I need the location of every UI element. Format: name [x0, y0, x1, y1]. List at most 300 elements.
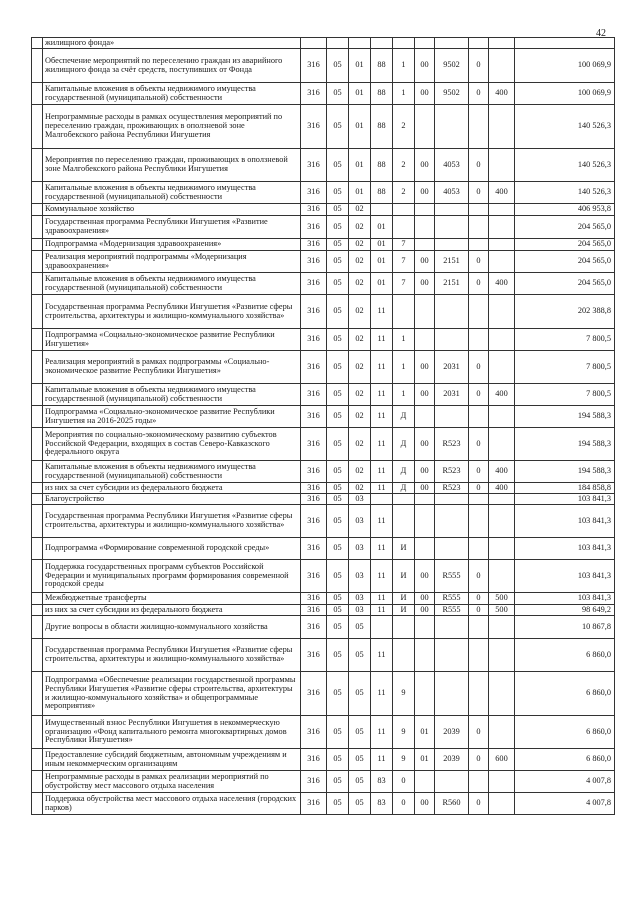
subprogram-code-cell: 7 [393, 239, 415, 251]
section-code-cell: 05 [327, 239, 349, 251]
subsection-code-cell: 05 [349, 749, 371, 771]
table-row [32, 251, 615, 273]
extra-code-cell [469, 38, 489, 49]
row-margin-cell [32, 216, 43, 239]
extra-code-cell [469, 494, 489, 505]
amount-cell: 100 069,9 [515, 83, 615, 105]
row-margin-cell [32, 461, 43, 483]
event-code-cell [415, 329, 435, 351]
event-code-cell [415, 672, 435, 716]
extra-code-cell: 0 [469, 273, 489, 295]
ministry-code-cell: 316 [301, 793, 327, 815]
direction-code-cell [435, 639, 469, 672]
row-margin-cell [32, 83, 43, 105]
amount-cell: 6 860,0 [515, 716, 615, 749]
subprogram-code-cell: 1 [393, 351, 415, 384]
expense-name-cell: Капитальные вложения в объекты недвижимого имущества государственной (муниципальной) собственности [43, 83, 301, 105]
direction-code-cell [435, 616, 469, 639]
expense-type-code-cell [489, 406, 515, 428]
ministry-code-cell: 316 [301, 384, 327, 406]
subsection-code-cell: 01 [349, 105, 371, 149]
amount-cell: 204 565,0 [515, 239, 615, 251]
subprogram-code-cell: 9 [393, 672, 415, 716]
program-code-cell [371, 204, 393, 216]
extra-code-cell [469, 239, 489, 251]
ministry-code-cell: 316 [301, 639, 327, 672]
ministry-code-cell: 316 [301, 406, 327, 428]
subsection-code-cell: 03 [349, 494, 371, 505]
row-margin-cell [32, 593, 43, 605]
amount-cell: 194 588,3 [515, 461, 615, 483]
expense-name-cell: Подпрограмма «Социально-экономическое развитие Республики Ингушетия на 2016-2025 годы» [43, 406, 301, 428]
table-row [32, 593, 615, 605]
row-margin-cell [32, 749, 43, 771]
table-row [32, 771, 615, 793]
row-margin-cell [32, 251, 43, 273]
subprogram-code-cell [393, 639, 415, 672]
row-margin-cell [32, 105, 43, 149]
extra-code-cell: 0 [469, 793, 489, 815]
amount-cell: 6 860,0 [515, 749, 615, 771]
section-code-cell: 05 [327, 716, 349, 749]
table-row [32, 616, 615, 639]
amount-cell: 103 841,3 [515, 560, 615, 593]
event-code-cell: 00 [415, 384, 435, 406]
extra-code-cell [469, 105, 489, 149]
event-code-cell: 00 [415, 273, 435, 295]
table-row [32, 83, 615, 105]
expense-type-code-cell [489, 149, 515, 182]
expense-name-cell: Реализация мероприятий подпрограммы «Модернизация здравоохранения» [43, 251, 301, 273]
table-row [32, 428, 615, 461]
program-code-cell [371, 494, 393, 505]
amount-cell: 140 526,3 [515, 182, 615, 204]
table-row [32, 204, 615, 216]
section-code-cell: 05 [327, 605, 349, 616]
extra-code-cell: 0 [469, 182, 489, 204]
row-margin-cell [32, 538, 43, 560]
expense-name-cell: жилищного фонда» [43, 38, 301, 49]
expense-name-cell: Государственная программа Республики Ингушетия «Развитие сферы строительства, архитектуры и жилищно-коммунального хозяйства» [43, 505, 301, 538]
extra-code-cell [469, 538, 489, 560]
extra-code-cell: 0 [469, 593, 489, 605]
event-code-cell: 00 [415, 83, 435, 105]
extra-code-cell: 0 [469, 428, 489, 461]
extra-code-cell: 0 [469, 83, 489, 105]
expense-type-code-cell: 400 [489, 384, 515, 406]
amount-cell: 6 860,0 [515, 639, 615, 672]
extra-code-cell: 0 [469, 149, 489, 182]
table-row [32, 639, 615, 672]
subprogram-code-cell: И [393, 560, 415, 593]
direction-code-cell: R555 [435, 593, 469, 605]
event-code-cell: 00 [415, 149, 435, 182]
amount-cell: 103 841,3 [515, 538, 615, 560]
ministry-code-cell: 316 [301, 616, 327, 639]
subsection-code-cell: 05 [349, 793, 371, 815]
section-code-cell: 05 [327, 182, 349, 204]
subprogram-code-cell: И [393, 593, 415, 605]
row-margin-cell [32, 406, 43, 428]
expense-name-cell: Подпрограмма «Социально-экономическое развитие Республики Ингушетия» [43, 329, 301, 351]
subsection-code-cell: 02 [349, 351, 371, 384]
row-margin-cell [32, 182, 43, 204]
row-margin-cell [32, 716, 43, 749]
row-margin-cell [32, 505, 43, 538]
expense-type-code-cell [489, 239, 515, 251]
direction-code-cell [435, 329, 469, 351]
ministry-code-cell [301, 38, 327, 49]
row-margin-cell [32, 49, 43, 83]
direction-code-cell [435, 494, 469, 505]
direction-code-cell: R523 [435, 428, 469, 461]
expense-type-code-cell [489, 251, 515, 273]
extra-code-cell: 0 [469, 749, 489, 771]
expense-name-cell: Государственная программа Республики Ингушетия «Развитие здравоохранения» [43, 216, 301, 239]
amount-cell: 6 860,0 [515, 672, 615, 716]
amount-cell: 204 565,0 [515, 251, 615, 273]
extra-code-cell: 0 [469, 49, 489, 83]
program-code-cell: 88 [371, 182, 393, 204]
subprogram-code-cell: 2 [393, 105, 415, 149]
amount-cell: 103 841,3 [515, 505, 615, 538]
expense-type-code-cell [489, 494, 515, 505]
direction-code-cell: 2151 [435, 273, 469, 295]
ministry-code-cell: 316 [301, 49, 327, 83]
direction-code-cell: 4053 [435, 149, 469, 182]
row-margin-cell [32, 672, 43, 716]
expense-type-code-cell: 600 [489, 749, 515, 771]
table-row [32, 672, 615, 716]
subprogram-code-cell [393, 216, 415, 239]
amount-cell: 140 526,3 [515, 149, 615, 182]
row-margin-cell [32, 771, 43, 793]
direction-code-cell [435, 204, 469, 216]
program-code-cell: 11 [371, 716, 393, 749]
section-code-cell: 05 [327, 295, 349, 329]
direction-code-cell [435, 771, 469, 793]
ministry-code-cell: 316 [301, 351, 327, 384]
amount-cell: 103 841,3 [515, 593, 615, 605]
event-code-cell: 00 [415, 483, 435, 494]
table-row [32, 105, 615, 149]
extra-code-cell [469, 204, 489, 216]
program-code-cell: 88 [371, 49, 393, 83]
event-code-cell: 00 [415, 793, 435, 815]
ministry-code-cell: 316 [301, 239, 327, 251]
amount-cell: 184 858,8 [515, 483, 615, 494]
event-code-cell [415, 494, 435, 505]
expense-name-cell: Коммунальное хозяйство [43, 204, 301, 216]
ministry-code-cell: 316 [301, 149, 327, 182]
subprogram-code-cell: 9 [393, 716, 415, 749]
amount-cell: 100 069,9 [515, 49, 615, 83]
table-row [32, 749, 615, 771]
extra-code-cell [469, 406, 489, 428]
program-code-cell: 11 [371, 384, 393, 406]
expense-name-cell: Предоставление субсидий бюджетным, автономным учреждениям и иным некоммерческим организациям [43, 749, 301, 771]
table-row [32, 182, 615, 204]
subprogram-code-cell: И [393, 538, 415, 560]
subsection-code-cell: 02 [349, 273, 371, 295]
ministry-code-cell: 316 [301, 716, 327, 749]
expense-type-code-cell: 500 [489, 605, 515, 616]
subsection-code-cell: 05 [349, 716, 371, 749]
extra-code-cell [469, 329, 489, 351]
event-code-cell [415, 616, 435, 639]
expense-type-code-cell [489, 216, 515, 239]
ministry-code-cell: 316 [301, 538, 327, 560]
row-margin-cell [32, 483, 43, 494]
expense-name-cell: Реализация мероприятий в рамках подпрограммы «Социально-экономическое развитие Республики Ингушетия» [43, 351, 301, 384]
program-code-cell: 11 [371, 538, 393, 560]
subsection-code-cell: 03 [349, 593, 371, 605]
ministry-code-cell: 316 [301, 273, 327, 295]
expense-type-code-cell: 400 [489, 83, 515, 105]
row-margin-cell [32, 560, 43, 593]
subprogram-code-cell: 0 [393, 793, 415, 815]
table-row [32, 560, 615, 593]
direction-code-cell: R560 [435, 793, 469, 815]
subsection-code-cell: 03 [349, 560, 371, 593]
ministry-code-cell: 316 [301, 295, 327, 329]
extra-code-cell [469, 639, 489, 672]
program-code-cell: 11 [371, 749, 393, 771]
subprogram-code-cell: 1 [393, 329, 415, 351]
ministry-code-cell: 316 [301, 83, 327, 105]
section-code-cell: 05 [327, 538, 349, 560]
subprogram-code-cell: 1 [393, 83, 415, 105]
subprogram-code-cell: 1 [393, 384, 415, 406]
subprogram-code-cell: 0 [393, 771, 415, 793]
expense-name-cell: Межбюджетные трансферты [43, 593, 301, 605]
section-code-cell: 05 [327, 749, 349, 771]
extra-code-cell: 0 [469, 251, 489, 273]
direction-code-cell: R555 [435, 605, 469, 616]
subprogram-code-cell: 9 [393, 749, 415, 771]
row-margin-cell [32, 239, 43, 251]
section-code-cell: 05 [327, 105, 349, 149]
subsection-code-cell: 02 [349, 295, 371, 329]
section-code-cell: 05 [327, 639, 349, 672]
section-code-cell: 05 [327, 83, 349, 105]
extra-code-cell [469, 616, 489, 639]
direction-code-cell [435, 538, 469, 560]
expense-type-code-cell [489, 639, 515, 672]
subsection-code-cell: 03 [349, 538, 371, 560]
extra-code-cell [469, 771, 489, 793]
direction-code-cell [435, 295, 469, 329]
row-margin-cell [32, 428, 43, 461]
direction-code-cell: R523 [435, 461, 469, 483]
direction-code-cell: 2151 [435, 251, 469, 273]
expense-type-code-cell [489, 49, 515, 83]
expense-type-code-cell: 400 [489, 461, 515, 483]
event-code-cell [415, 295, 435, 329]
row-margin-cell [32, 204, 43, 216]
table-row [32, 494, 615, 505]
direction-code-cell [435, 105, 469, 149]
expense-type-code-cell [489, 672, 515, 716]
program-code-cell: 11 [371, 505, 393, 538]
expense-type-code-cell [489, 716, 515, 749]
direction-code-cell: 2039 [435, 716, 469, 749]
direction-code-cell: 2031 [435, 384, 469, 406]
ministry-code-cell: 316 [301, 329, 327, 351]
subsection-code-cell: 02 [349, 461, 371, 483]
subprogram-code-cell [393, 616, 415, 639]
amount-cell: 10 867,8 [515, 616, 615, 639]
subsection-code-cell: 02 [349, 406, 371, 428]
expense-type-code-cell [489, 538, 515, 560]
direction-code-cell [435, 216, 469, 239]
section-code-cell: 05 [327, 273, 349, 295]
program-code-cell: 11 [371, 406, 393, 428]
event-code-cell: 00 [415, 605, 435, 616]
program-code-cell: 11 [371, 295, 393, 329]
extra-code-cell [469, 216, 489, 239]
expense-type-code-cell [489, 428, 515, 461]
ministry-code-cell: 316 [301, 461, 327, 483]
expense-type-code-cell [489, 329, 515, 351]
event-code-cell: 00 [415, 251, 435, 273]
direction-code-cell: 2039 [435, 749, 469, 771]
row-margin-cell [32, 639, 43, 672]
expense-type-code-cell [489, 505, 515, 538]
expense-name-cell: Капитальные вложения в объекты недвижимого имущества государственной (муниципальной) собственности [43, 384, 301, 406]
row-margin-cell [32, 329, 43, 351]
subprogram-code-cell [393, 295, 415, 329]
expense-name-cell: Капитальные вложения в объекты недвижимого имущества государственной (муниципальной) собственности [43, 461, 301, 483]
event-code-cell [415, 639, 435, 672]
event-code-cell [415, 771, 435, 793]
expense-name-cell: Благоустройство [43, 494, 301, 505]
expense-name-cell: Непрограммные расходы в рамках осуществления мероприятий по переселению граждан, проживающих в оползневой зоне Малгобекского района Республики Ингушетия [43, 105, 301, 149]
table-row [32, 49, 615, 83]
subprogram-code-cell: 7 [393, 251, 415, 273]
program-code-cell: 11 [371, 639, 393, 672]
ministry-code-cell: 316 [301, 560, 327, 593]
expense-type-code-cell: 400 [489, 182, 515, 204]
direction-code-cell [435, 672, 469, 716]
expense-type-code-cell: 500 [489, 593, 515, 605]
event-code-cell: 00 [415, 560, 435, 593]
row-margin-cell [32, 295, 43, 329]
amount-cell: 204 565,0 [515, 216, 615, 239]
extra-code-cell: 0 [469, 461, 489, 483]
subsection-code-cell: 02 [349, 483, 371, 494]
event-code-cell: 00 [415, 182, 435, 204]
event-code-cell [415, 38, 435, 49]
expense-name-cell: из них за счет субсидии из федерального бюджета [43, 483, 301, 494]
table-row [32, 149, 615, 182]
table-row [32, 461, 615, 483]
section-code-cell: 05 [327, 505, 349, 538]
direction-code-cell: R555 [435, 560, 469, 593]
event-code-cell: 00 [415, 351, 435, 384]
subprogram-code-cell [393, 38, 415, 49]
expense-type-code-cell [489, 204, 515, 216]
section-code-cell: 05 [327, 216, 349, 239]
expense-name-cell: Капитальные вложения в объекты недвижимого имущества государственной (муниципальной) собственности [43, 273, 301, 295]
extra-code-cell [469, 672, 489, 716]
expense-name-cell: Государственная программа Республики Ингушетия «Развитие сферы строительства, архитектуры и жилищно-коммунального хозяйства» [43, 639, 301, 672]
amount-cell: 140 526,3 [515, 105, 615, 149]
table-row [32, 351, 615, 384]
extra-code-cell: 0 [469, 716, 489, 749]
page-number: 42 [596, 28, 606, 39]
budget-table [31, 37, 615, 815]
amount-cell: 7 800,5 [515, 384, 615, 406]
expense-name-cell: Мероприятия по переселению граждан, проживающих в оползневой зоне Малгобекского района Республики Ингушетия [43, 149, 301, 182]
expense-name-cell: Подпрограмма «Формирование современной городской среды» [43, 538, 301, 560]
expense-name-cell: Подпрограмма «Модернизация здравоохранения» [43, 239, 301, 251]
expense-type-code-cell [489, 105, 515, 149]
row-margin-cell [32, 605, 43, 616]
ministry-code-cell: 316 [301, 182, 327, 204]
subsection-code-cell: 05 [349, 672, 371, 716]
section-code-cell: 05 [327, 793, 349, 815]
ministry-code-cell: 316 [301, 749, 327, 771]
table-row [32, 384, 615, 406]
subprogram-code-cell: Д [393, 428, 415, 461]
row-margin-cell [32, 494, 43, 505]
ministry-code-cell: 316 [301, 593, 327, 605]
ministry-code-cell: 316 [301, 251, 327, 273]
program-code-cell: 01 [371, 216, 393, 239]
ministry-code-cell: 316 [301, 494, 327, 505]
expense-type-code-cell [489, 295, 515, 329]
row-margin-cell [32, 38, 43, 49]
ministry-code-cell: 316 [301, 204, 327, 216]
subsection-code-cell: 01 [349, 83, 371, 105]
subsection-code-cell: 02 [349, 329, 371, 351]
expense-name-cell: Поддержка государственных программ субъектов Российской Федерации и муниципальных программ формирования современной городской среды [43, 560, 301, 593]
program-code-cell: 88 [371, 105, 393, 149]
subprogram-code-cell [393, 204, 415, 216]
extra-code-cell: 0 [469, 384, 489, 406]
table-row [32, 38, 615, 49]
event-code-cell: 01 [415, 716, 435, 749]
subprogram-code-cell: Д [393, 406, 415, 428]
program-code-cell: 11 [371, 672, 393, 716]
expense-name-cell: Поддержка обустройства мест массового отдыха населения (городских парков) [43, 793, 301, 815]
amount-cell: 194 588,3 [515, 406, 615, 428]
subsection-code-cell: 02 [349, 239, 371, 251]
table-row [32, 605, 615, 616]
section-code-cell: 05 [327, 384, 349, 406]
table-row [32, 716, 615, 749]
subprogram-code-cell: 2 [393, 149, 415, 182]
direction-code-cell [435, 38, 469, 49]
section-code-cell: 05 [327, 351, 349, 384]
subsection-code-cell: 02 [349, 428, 371, 461]
ministry-code-cell: 316 [301, 771, 327, 793]
extra-code-cell: 0 [469, 605, 489, 616]
program-code-cell: 11 [371, 351, 393, 384]
subprogram-code-cell [393, 494, 415, 505]
section-code-cell: 05 [327, 494, 349, 505]
program-code-cell: 11 [371, 605, 393, 616]
subprogram-code-cell: 2 [393, 182, 415, 204]
program-code-cell: 83 [371, 771, 393, 793]
ministry-code-cell: 316 [301, 216, 327, 239]
row-margin-cell [32, 384, 43, 406]
amount-cell: 7 800,5 [515, 351, 615, 384]
section-code-cell: 05 [327, 204, 349, 216]
program-code-cell: 88 [371, 149, 393, 182]
event-code-cell [415, 216, 435, 239]
